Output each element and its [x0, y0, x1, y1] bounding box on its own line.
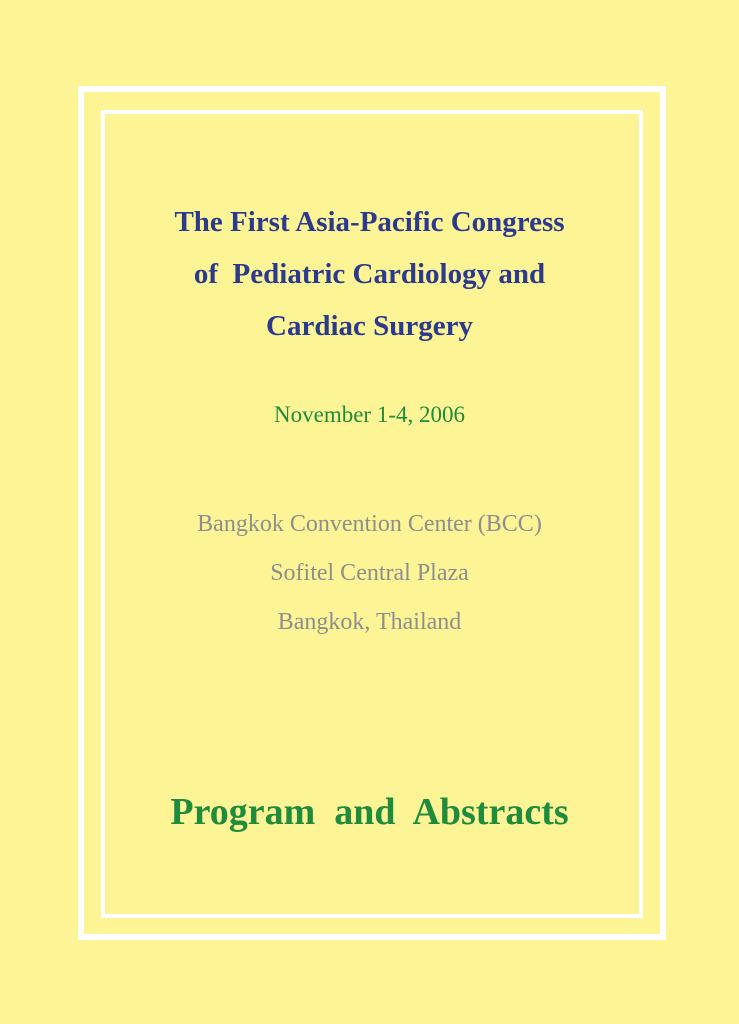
venue-line-3: Bangkok, Thailand	[277, 609, 462, 635]
event-date: November 1-4, 2006	[274, 402, 465, 427]
venue-line-2: Sofitel Central Plaza	[270, 560, 469, 586]
congress-title	[0, 196, 739, 352]
congress-title-line-1: The First Asia-Pacific Congress	[174, 206, 565, 238]
congress-title-line-3: Cardiac Surgery	[266, 310, 473, 342]
program-and-abstracts-heading: Program and Abstracts	[170, 791, 569, 833]
venue-line-1: Bangkok Convention Center (BCC)	[197, 511, 542, 537]
congress-title-line-2: of Pediatric Cardiology and	[193, 258, 546, 290]
venue-block	[0, 500, 739, 647]
